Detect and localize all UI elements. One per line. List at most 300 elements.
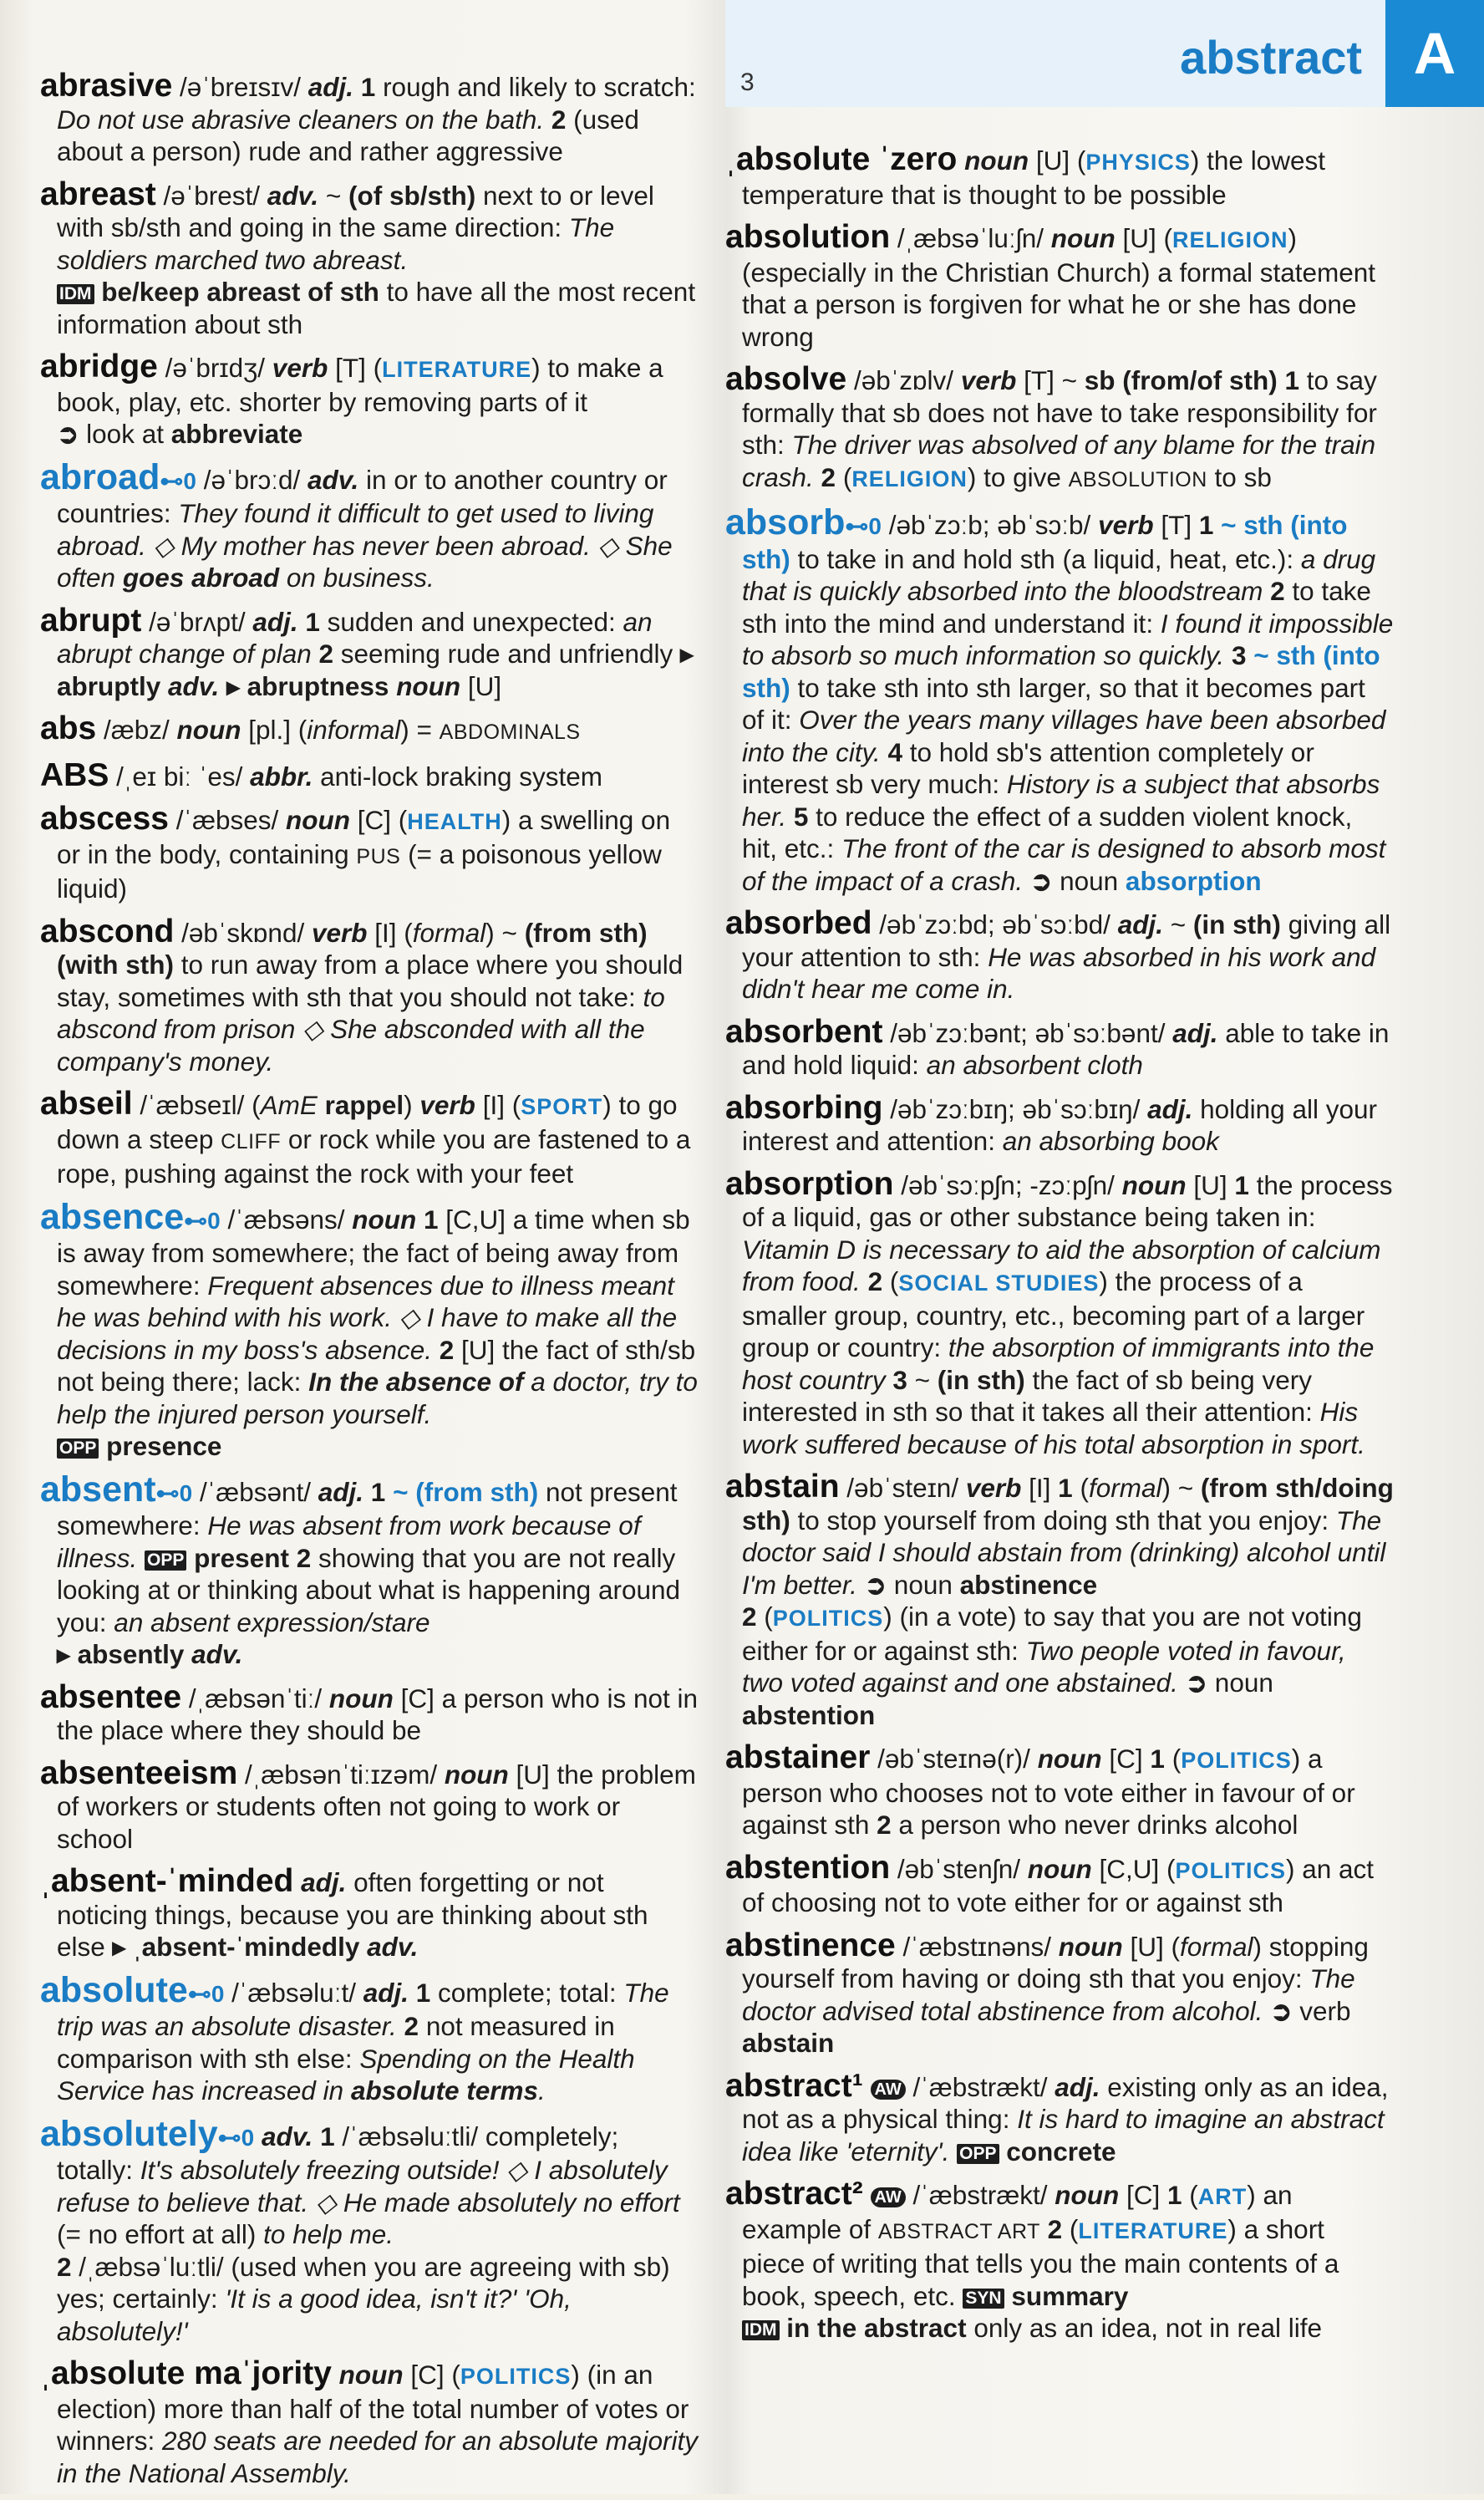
entry-text: not measured in comparison with sth else: xyxy=(57,2011,615,2074)
arrow-icon: ➲ xyxy=(57,419,79,449)
entry-text: 1 xyxy=(363,1476,386,1507)
dictionary-entry xyxy=(725,1927,1394,2060)
academic-word-badge: AW xyxy=(871,2187,906,2207)
entry-text: verb xyxy=(311,917,368,948)
entry-text: (from sth) (with sth) xyxy=(57,917,648,980)
entry-text: The doctor said I should abstain from (drinking) alcohol until I'm better. xyxy=(742,1505,1386,1600)
entry-text: 2 xyxy=(742,1601,757,1632)
entry-text: /ˈæbstɪnəns/ xyxy=(895,1931,1059,1962)
entry-text xyxy=(293,1867,301,1897)
dictionary-entry xyxy=(40,351,700,451)
headword: abstract² xyxy=(725,2176,863,2212)
entry-text: noun xyxy=(444,1759,509,1790)
entry-text: verb xyxy=(272,353,328,383)
entry-text: verb xyxy=(1292,1995,1351,2026)
entry-text: ) to make a book, play, etc. shorter by removing parts of it xyxy=(57,353,663,417)
entry-text: to hold sb's attention completely or interest sb very much: xyxy=(742,736,1314,799)
entry-text: abruptness xyxy=(239,670,389,701)
entry-text: showing that you are not really looking at or thinking about what is happening around you: xyxy=(57,1542,681,1637)
entry-text: abruptly xyxy=(57,670,161,701)
entry-text: (in sth) xyxy=(937,1364,1025,1395)
headword: ˌabsent-ˈminded xyxy=(40,1863,294,1899)
entry-text: It's absolutely freezing outside! ◇ I absolutely refuse to believe that. ◇ He made absolutely no effort xyxy=(57,2155,680,2217)
entry-text: adj. xyxy=(307,72,354,102)
headword: abstain xyxy=(725,1469,840,1505)
entry-text: verb xyxy=(960,365,1017,395)
entry-text: 1 xyxy=(313,2121,335,2151)
thumb-index-tab: A xyxy=(1385,0,1484,107)
entry-text: to take sth into sth larger, so that it becomes part of it: xyxy=(742,672,1365,735)
headword: absolutely xyxy=(40,2113,218,2154)
label-badge: OPP xyxy=(957,2144,999,2164)
key-icon: ⊷0 xyxy=(160,467,196,494)
dictionary-entry xyxy=(40,803,700,905)
entry-text: next to or level with sb/sth and going in the same direction: xyxy=(57,180,654,242)
entry-text: /əbˈzɔːb; əbˈsɔːb/ xyxy=(881,510,1099,540)
headword: absent xyxy=(40,1469,156,1510)
entry-text: CLIFF xyxy=(221,1129,282,1153)
academic-word-badge: AW xyxy=(871,2080,906,2100)
entry-text: 2 xyxy=(813,461,836,492)
entry-text: an abrupt change of plan xyxy=(57,606,653,669)
entry-text: POLITICS xyxy=(1181,1748,1292,1773)
headword: abstainer xyxy=(725,1739,871,1775)
entry-text: ABSOLUTION xyxy=(1068,467,1207,491)
dictionary-entry xyxy=(40,913,700,1078)
entry-text: verb xyxy=(965,1473,1022,1503)
label-badge: IDM xyxy=(57,284,94,304)
entry-text: [U] xyxy=(1186,1169,1235,1200)
dictionary-entry xyxy=(40,456,700,594)
entry-text: ) to give xyxy=(967,461,1069,492)
entry-text: /əbˈzɔːbɪŋ; əbˈsɔːbɪŋ/ xyxy=(882,1093,1148,1124)
key-icon: ⊷0 xyxy=(217,2124,255,2151)
entry-text: 2 xyxy=(57,2251,72,2282)
entry-text: ) ~ xyxy=(1161,1473,1201,1503)
entry-text: 2 xyxy=(544,104,567,135)
entry-text: Spending on the Health Service has increased in xyxy=(57,2043,635,2105)
entry-text: ˌabsent-ˈmindedly xyxy=(125,1932,360,1962)
headword: abrasive xyxy=(40,68,173,104)
entry-text: 2 xyxy=(1039,2213,1063,2244)
entry-text: [U] the fact of sth/sb not being there; lack: xyxy=(57,1334,696,1397)
entry-text: [I] xyxy=(1021,1473,1059,1503)
entry-text: [I] ( xyxy=(367,917,413,948)
entry-text: [pl.] ( xyxy=(241,715,307,745)
entry-text: The trip was an absolute disaster. xyxy=(57,1977,669,2041)
entry-text: an absorbing book xyxy=(1002,1126,1219,1156)
headword: absence xyxy=(40,1196,185,1237)
dictionary-entry xyxy=(725,361,1394,496)
entry-text: to reduce the effect of a sudden violent knock, hit, etc.: xyxy=(742,801,1353,863)
entry-text: goes abroad xyxy=(122,563,280,593)
entry-text: /əbˈzɔːbənt; əbˈsɔːbənt/ xyxy=(882,1017,1173,1048)
entry-text: 2 xyxy=(1263,576,1285,606)
entry-text: Two people voted in favour, two voted against and one abstained. xyxy=(742,1635,1346,1698)
entry-text: adj. xyxy=(1172,1017,1218,1048)
entry-text: [C] ( xyxy=(349,805,408,835)
entry-text: 1 xyxy=(353,72,376,102)
entry-text: /æbz/ xyxy=(96,715,177,745)
headword: absorbing xyxy=(725,1089,883,1126)
entry-text: /əbˈzɔːbd; əbˈsɔːbd/ xyxy=(872,909,1118,939)
dictionary-entry xyxy=(40,756,700,793)
entry-text: POLITICS xyxy=(460,2364,572,2389)
entry-text: He was absent from work because of illness. xyxy=(57,1510,641,1573)
entry-text: [T] xyxy=(1153,510,1199,540)
entry-text: RELIGION xyxy=(851,466,968,491)
entry-text: ~ xyxy=(907,1364,938,1395)
entry-text: [T] ~ xyxy=(1016,365,1085,395)
entry-text: only as an idea, not in real life xyxy=(966,2313,1323,2343)
entry-text: noun xyxy=(338,2360,404,2390)
entry-text: on business. xyxy=(279,563,435,593)
entry-text: ABDOMINALS xyxy=(439,720,581,744)
dictionary-entry xyxy=(725,1165,1394,1461)
dictionary-entry xyxy=(725,502,1394,897)
dictionary-entry xyxy=(40,1196,700,1463)
entry-text: /əbˈsteɪnə(r)/ xyxy=(870,1744,1038,1774)
entry-text: [I] ( xyxy=(475,1090,521,1120)
headword: abroad xyxy=(40,456,160,497)
entry-text: to help me. xyxy=(263,2219,394,2249)
entry-text: ) xyxy=(404,1090,420,1120)
entry-text: ~ xyxy=(1162,909,1193,939)
entry-text: concrete xyxy=(999,2136,1116,2166)
dictionary-entry xyxy=(40,1678,700,1747)
entry-text: ) (in a vote) to say that you are not voting either for or against sth: xyxy=(742,1601,1362,1666)
entry-text: noun xyxy=(1121,1169,1187,1200)
entry-text: /əbˈsɔːpʃn; -zɔːpʃn/ xyxy=(893,1169,1122,1200)
entry-text: ~ sth (into sth) xyxy=(742,510,1348,574)
entry-text: /əˈbrʌpt/ xyxy=(141,606,253,637)
dictionary-entry xyxy=(725,1849,1394,1919)
entry-text: an absent expression/stare xyxy=(114,1606,430,1637)
entry-text: ) the process of a smaller group, country, etc., becoming part of a larger group or country: xyxy=(742,1266,1365,1362)
entry-text: giving all your attention to sth: xyxy=(742,909,1391,972)
entry-text: Frequent absences due to illness meant he was behind with his work. ◇ I have to make all the decisions in my boss's absence. xyxy=(57,1270,678,1365)
arrow-icon: ▸ xyxy=(680,639,694,669)
entry-text: be/keep abreast of sth xyxy=(94,277,379,307)
entry-text: LITERATURE xyxy=(382,357,532,382)
dictionary-entry xyxy=(40,2113,700,2348)
entry-text: ~ xyxy=(318,180,348,211)
headword: absorbent xyxy=(725,1013,883,1050)
entry-text: /ˈæbstrækt/ xyxy=(905,2180,1055,2210)
entry-text: to take in and hold sth (a liquid, heat, etc.): xyxy=(790,543,1301,574)
entry-text: adv. xyxy=(307,464,359,495)
entry-text: [U] the problem of workers or students often not going to work or school xyxy=(57,1759,696,1854)
right-column xyxy=(725,141,1394,2355)
headword: abridge xyxy=(40,349,158,384)
entry-text: to abscond from prison ◇ She absconded with all the company's money. xyxy=(57,981,665,1077)
entry-text: /əˈbrɔːd/ xyxy=(196,464,307,495)
dictionary-entry xyxy=(40,176,700,341)
dictionary-entry xyxy=(40,1754,700,1856)
entry-text: /ˈæbseɪl/ ( xyxy=(132,1090,261,1120)
entry-text: In the absence of xyxy=(308,1367,524,1397)
headword: abstention xyxy=(725,1849,891,1886)
entry-text: /əbˈstenʃn/ xyxy=(890,1853,1028,1884)
label-badge: OPP xyxy=(145,1550,186,1571)
entry-text: AmE xyxy=(260,1090,318,1120)
entry-text: noun xyxy=(286,805,350,835)
entry-text: to stop yourself from doing sth that you enjoy: xyxy=(790,1505,1336,1535)
entry-text: 1 xyxy=(1234,1169,1249,1200)
entry-text: (in sth) xyxy=(1192,909,1281,939)
entry-text: 1 xyxy=(416,1204,439,1235)
entry-text: History is a subject that absorbs her. xyxy=(742,769,1380,832)
entry-text: adj. xyxy=(252,606,298,637)
headword: absolve xyxy=(725,361,847,397)
entry-text: /ˈæbsənt/ xyxy=(192,1476,318,1507)
entry-text: He was absorbed in his work and didn't hear me come in. xyxy=(742,941,1376,1004)
dictionary-entry xyxy=(725,2178,1394,2345)
entry-text: /əˈbrɪdʒ/ xyxy=(157,353,272,383)
entry-text: Vitamin D is necessary to aid the absorption of calcium from food. xyxy=(742,1234,1381,1296)
entry-text: complete; total: xyxy=(430,1977,624,2008)
entry-text: look at xyxy=(79,419,171,449)
entry-text: in or to another country or countries: xyxy=(57,464,668,528)
entry-text: They found it difficult to get used to living abroad. ◇ My mother has never been abroad. ◇ She often xyxy=(57,498,673,593)
entry-text: /ˌæbsənˈtiːɪzəm/ xyxy=(237,1759,445,1790)
entry-text: 5 xyxy=(786,801,809,832)
dictionary-entry xyxy=(40,602,700,703)
entry-text: /əbˈskɒnd/ xyxy=(174,917,312,948)
entry-text: ) a swelling on or in the body, containing xyxy=(57,805,671,869)
headword: abreast xyxy=(40,176,156,212)
entry-text: [C] ( xyxy=(403,2360,460,2390)
entry-text: absently xyxy=(69,1639,185,1669)
key-icon: ⊷0 xyxy=(187,1980,225,2007)
headword: abscond xyxy=(40,913,175,950)
entry-text: sudden and unexpected: xyxy=(319,606,623,637)
dictionary-entry xyxy=(40,1469,700,1671)
label-badge: OPP xyxy=(57,1438,99,1459)
entry-text: noun xyxy=(352,1204,417,1235)
entry-text: absorption xyxy=(1125,865,1262,896)
entry-text: /ˈæbstrækt/ xyxy=(905,2071,1055,2102)
entry-text: 4 xyxy=(880,736,903,767)
dictionary-entry xyxy=(725,141,1394,211)
entry-text: not present somewhere: xyxy=(57,1476,678,1540)
entry-text: 1 xyxy=(1166,2180,1182,2210)
entry-text: sb (from/of sth) xyxy=(1084,365,1278,395)
arrow-icon: ➲ xyxy=(1177,1668,1208,1698)
entry-text: ( xyxy=(756,1601,773,1632)
entry-text: abstain xyxy=(742,2028,835,2058)
dictionary-entry xyxy=(725,2067,1394,2168)
entry-text: /əˈbreɪsɪv/ xyxy=(172,72,308,102)
headword: abscess xyxy=(40,801,169,837)
entry-text: ( xyxy=(1182,2180,1198,2210)
entry-text: abstinence xyxy=(959,1569,1098,1600)
headword: absorption xyxy=(725,1165,894,1202)
entry-text: to run away from a place where you should stay, sometimes with sth that you should not take: xyxy=(57,950,684,1012)
entry-text: [C] xyxy=(1101,1744,1151,1774)
entry-text: ( xyxy=(882,1266,899,1296)
label-badge: IDM xyxy=(742,2320,780,2340)
entry-text: informal xyxy=(307,715,401,745)
entry-text: formal xyxy=(1180,1931,1253,1962)
entry-text: [C,U] a time when sb is away from somewhere; the fact of being away from somewhere: xyxy=(57,1204,690,1301)
entry-text: [U] ( xyxy=(1115,223,1172,253)
entry-text: ( xyxy=(1072,1473,1089,1503)
entry-text: It is hard to imagine an abstract idea like 'eternity'. xyxy=(742,2104,1385,2166)
entry-text: RELIGION xyxy=(1171,227,1288,252)
entry-text: a drug that is quickly absorbed into the bloodstream xyxy=(742,543,1376,606)
entry-text: to sb xyxy=(1207,461,1272,492)
entry-text: often forgetting or not noticing things, because you are thinking about sth else xyxy=(57,1867,648,1962)
entry-text: The soldiers marched two abreast. xyxy=(57,212,615,275)
entry-text: adj. xyxy=(318,1476,364,1507)
entry-text: The front of the car is designed to absorb most of the impact of a crash. xyxy=(742,833,1386,896)
key-icon: ⊷0 xyxy=(184,1207,221,1234)
arrow-icon: ➲ xyxy=(1023,865,1053,896)
entry-text: 2 xyxy=(396,2011,419,2041)
entry-text: a doctor, try to help the injured person yourself. xyxy=(57,1367,698,1429)
entry-text: noun xyxy=(964,145,1029,176)
entry-text: The driver was absolved of any blame for the train crash. xyxy=(742,430,1376,492)
headword: absolution xyxy=(725,219,891,255)
entry-text: adj. xyxy=(1117,909,1163,939)
entry-text: abstention xyxy=(742,1699,876,1730)
entry-text: holding all your interest and attention: xyxy=(742,1093,1377,1156)
entry-text: (= no effort at all) xyxy=(57,2219,264,2249)
entry-text: 1 xyxy=(1058,1473,1073,1503)
entry-text: ) to go down a steep xyxy=(57,1090,678,1154)
page-number: 3 xyxy=(740,69,755,96)
headword: ABS xyxy=(40,756,109,793)
entry-text: noun xyxy=(176,715,241,745)
entry-text: abbreviate xyxy=(170,419,303,449)
entry-text: noun xyxy=(1027,1853,1092,1884)
entry-text: 2 xyxy=(431,1334,455,1365)
entry-text: PUS xyxy=(356,844,401,868)
entry-text: /əbˈzɒlv/ xyxy=(846,365,961,395)
entry-text: PHYSICS xyxy=(1085,150,1191,175)
entry-text: an absorbent cloth xyxy=(926,1050,1143,1080)
entry-text: POLITICS xyxy=(1175,1857,1286,1883)
dictionary-entry xyxy=(725,1471,1394,1731)
entry-text: (used about a person) rude and rather aggressive xyxy=(57,104,639,166)
entry-text: ) the lowest temperature that is thought to be possible xyxy=(742,145,1325,210)
dictionary-entry xyxy=(725,1089,1394,1158)
entry-text: adv. xyxy=(262,2121,313,2151)
arrow-icon: ▸ xyxy=(57,1639,70,1669)
entry-text: 280 seats are needed for an absolute majority in the National Assembly. xyxy=(57,2426,698,2488)
entry-text: adv. xyxy=(160,670,220,701)
dictionary-entry xyxy=(725,1013,1394,1082)
headword: ˌabsolute ˈzero xyxy=(725,141,958,177)
entry-text: the process of a liquid, gas or other substance being taken in: xyxy=(742,1169,1393,1232)
arrow-icon: ➲ xyxy=(1263,1995,1293,2026)
entry-text: ) (in an election) more than half of the total number of votes or winners: xyxy=(57,2360,689,2456)
entry-text: the absorption of immigrants into the host country xyxy=(742,1332,1375,1395)
entry-text: /ˌæbsənˈtiː/ xyxy=(181,1683,329,1713)
entry-text: or rock while you are fastened to a rope, pushing against the rock with your feet xyxy=(57,1123,691,1189)
entry-text: existing only as an idea, not as a physical thing: xyxy=(742,2071,1389,2134)
headword: absenteeism xyxy=(40,1754,238,1791)
entry-text: adj. xyxy=(301,1867,347,1897)
entry-text: ( xyxy=(836,461,852,492)
entry-text: noun xyxy=(328,1683,394,1713)
entry-text: SOCIAL STUDIES xyxy=(898,1270,1100,1296)
entry-text: adv. xyxy=(359,1932,419,1962)
entry-text: LITERATURE xyxy=(1078,2217,1228,2243)
entry-text: ~ sth (into sth) xyxy=(742,640,1380,703)
entry-text: noun xyxy=(887,1569,960,1600)
entry-text: SPORT xyxy=(521,1094,603,1119)
dictionary-entry xyxy=(725,1739,1394,1841)
entry-text: adj. xyxy=(363,1977,409,2008)
headword: ˌabsolute maˈjority xyxy=(40,2355,332,2391)
entry-text: present xyxy=(186,1542,289,1573)
entry-text: 1 xyxy=(1277,365,1300,395)
arrow-icon: ▸ xyxy=(219,670,240,701)
entry-text xyxy=(957,145,964,176)
entry-text xyxy=(332,2360,339,2390)
entry-text: verb xyxy=(419,1090,475,1120)
entry-text: /ˌæbsəˈluːtli/ (used when you are agreeing with sb) yes; certainly: xyxy=(57,2251,670,2314)
entry-text: noun xyxy=(1050,223,1116,253)
entry-text: 1 xyxy=(1150,1744,1165,1774)
entry-text: ) an act of choosing not to vote either for or against sth xyxy=(742,1853,1375,1917)
entry-text xyxy=(254,2121,262,2151)
headword: absorbed xyxy=(725,905,872,941)
entry-text: . xyxy=(538,2075,546,2105)
entry-text: adj. xyxy=(1147,1093,1193,1124)
entry-text: rappel xyxy=(317,1090,404,1120)
entry-text: /ˈæbsəluːtli/ completely; totally: xyxy=(57,2121,619,2185)
entry-text: noun xyxy=(1055,2180,1120,2210)
entry-text: [U] xyxy=(460,670,502,701)
entry-text: [T] ( xyxy=(328,353,383,383)
left-column xyxy=(40,70,700,2500)
headword: absentee xyxy=(40,1678,182,1715)
entry-text: to say formally that sb does not have to take responsibility for sth: xyxy=(742,365,1377,460)
entry-text: /ˈæbses/ xyxy=(168,805,287,835)
entry-text: 2 xyxy=(288,1542,312,1573)
headword: absolute xyxy=(40,1969,188,2010)
entry-text: ABSTRACT ART xyxy=(877,2219,1040,2243)
entry-text: 2 xyxy=(311,639,334,669)
entry-text: summary xyxy=(1004,2280,1129,2311)
arrow-icon: ▸ xyxy=(112,1932,126,1962)
headword: abs xyxy=(40,710,97,746)
entry-text: a person who never drinks alcohol xyxy=(891,1810,1298,1840)
entry-text: noun xyxy=(1037,1744,1102,1774)
entry-text: /ˌeɪ biː ˈes/ xyxy=(109,761,251,792)
entry-text: formal xyxy=(412,917,486,948)
entry-text: 1 xyxy=(1198,510,1214,540)
entry-text: ) a person who chooses not to vote either in favour of or against sth xyxy=(742,1744,1355,1840)
dictionary-entry xyxy=(40,70,700,168)
dictionary-entry xyxy=(40,1088,700,1190)
entry-text: I found it impossible to absorb so much information so quickly. xyxy=(742,608,1394,670)
headword: abseil xyxy=(40,1086,133,1122)
entry-text: 3 xyxy=(885,1364,907,1395)
entry-text: (from sth/doing sth) xyxy=(742,1473,1394,1535)
entry-text: adv. xyxy=(267,180,319,211)
entry-text: ) a short piece of writing that tells you the main contents of a book, speech, etc. xyxy=(742,2213,1339,2311)
entry-text: /ˌæbsəˈluːʃn/ xyxy=(890,223,1051,253)
dictionary-entry xyxy=(40,710,700,749)
label-badge: SYN xyxy=(963,2289,1004,2309)
entry-text: POLITICS xyxy=(772,1606,884,1631)
entry-text: [U] ( xyxy=(1029,145,1086,176)
entry-text: ( xyxy=(1164,1744,1182,1774)
